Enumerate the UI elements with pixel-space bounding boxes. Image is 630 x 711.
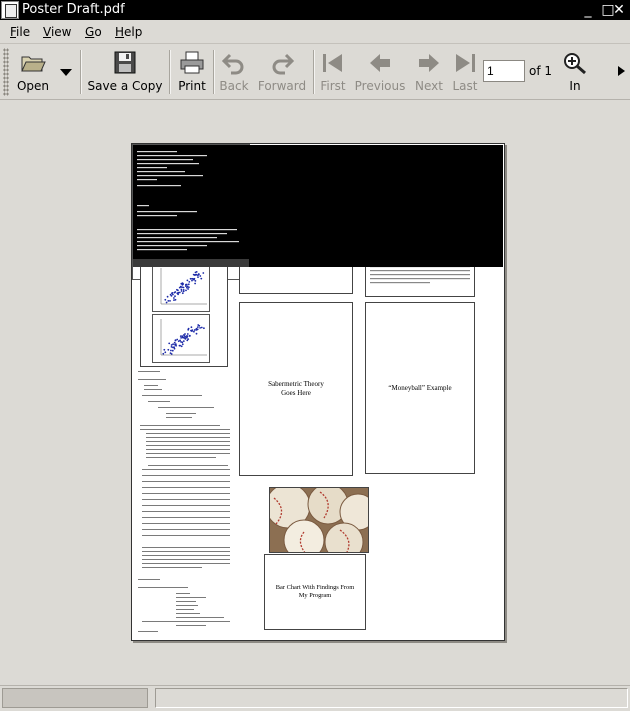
left-arrow-icon [367, 51, 393, 75]
toolbar-separator [213, 50, 215, 94]
toolbar-separator [313, 50, 315, 94]
scatter-dot [200, 278, 202, 280]
toolbar-drag-handle[interactable] [3, 48, 9, 96]
scatter-dot [166, 302, 168, 304]
scatter-dot [198, 273, 200, 275]
first-page-button[interactable] [316, 44, 350, 100]
save-copy-label: Save a Copy [87, 79, 163, 93]
scatter-dot [180, 335, 182, 337]
folder-open-icon [20, 51, 46, 75]
scatter-dot [176, 339, 178, 341]
scatter-dot [170, 352, 172, 354]
right-arrow-icon [416, 51, 442, 75]
scatter-dot [187, 286, 189, 288]
status-bar [0, 685, 630, 711]
window-titlebar [0, 0, 630, 20]
scatter-dot [173, 299, 175, 301]
scatter-dot [176, 289, 178, 291]
scatter-dot [162, 353, 164, 355]
theory-line-2: Goes Here [281, 389, 311, 397]
scatter-dot [197, 326, 199, 328]
open-label: Open [16, 79, 50, 93]
scatter-dot [181, 289, 183, 291]
scatter-dot [179, 340, 181, 342]
minimize-button[interactable]: _ [584, 2, 592, 18]
scatter-dot [194, 274, 196, 276]
scatter-dot [186, 340, 188, 342]
scatter-dot [191, 280, 193, 282]
scatter-dot [167, 300, 169, 302]
scatter-dot [173, 346, 175, 348]
zoom-in-label: In [569, 79, 581, 93]
scatter-dot [194, 283, 196, 285]
scatter-dot [182, 337, 184, 339]
print-button[interactable] [174, 44, 210, 100]
scatter-dot [167, 349, 169, 351]
bar-chart-findings-panel [264, 554, 366, 630]
scatter-dot [185, 336, 187, 338]
scatter-dot [172, 350, 174, 352]
scatter-dot [199, 327, 201, 329]
scatter-dot [173, 297, 175, 299]
scatter-dot [196, 333, 198, 335]
scatter-dot [176, 292, 178, 294]
close-button[interactable]: ✕ [613, 2, 625, 18]
pdf-document-icon[interactable] [1, 1, 19, 19]
scatter-plot-image [152, 263, 210, 312]
scatter-dot [171, 344, 173, 346]
scatter-dot [197, 324, 199, 326]
scatter-dot [199, 275, 201, 277]
open-button[interactable] [10, 44, 56, 100]
scatter-dot [190, 278, 192, 280]
scatter-dot [175, 343, 177, 345]
scatter-dot [182, 343, 184, 345]
scatter-dot [163, 349, 165, 351]
scatter-dot [185, 285, 187, 287]
last-label: Last [452, 79, 478, 93]
scatter-dot [188, 281, 190, 283]
first-label: First [320, 79, 346, 93]
scatter-dot [175, 299, 177, 301]
scatter-dot [168, 343, 170, 345]
scatter-dot [191, 326, 193, 328]
window-title: Poster Draft.pdf [22, 2, 125, 17]
sabermetric-theory-panel [239, 302, 353, 476]
scatter-dot [184, 333, 186, 335]
moneyball-example-panel [365, 302, 475, 474]
scatter-dot [193, 331, 195, 333]
scatter-dot [182, 292, 184, 294]
first-page-icon [320, 51, 346, 75]
undo-arrow-icon [221, 51, 247, 75]
scatter-dot [187, 333, 189, 335]
next-page-button[interactable] [412, 44, 446, 100]
terminal-screen [133, 145, 503, 267]
scatter-dot [181, 345, 183, 347]
progress-indicator [2, 688, 148, 708]
page-number-input[interactable] [483, 60, 525, 82]
scatter-dot [193, 274, 195, 276]
scatter-dot [179, 287, 181, 289]
print-label: Print [178, 79, 206, 93]
scatter-dot [172, 294, 174, 296]
bar-chart-line-1: Bar Chart With Findings From [275, 584, 355, 591]
scatter-dot [174, 292, 176, 294]
scatter-dot [183, 291, 185, 293]
source-code-listing [138, 369, 234, 639]
scatter-dot [183, 287, 185, 289]
chevron-down-icon[interactable] [58, 64, 74, 80]
toolbar-separator [169, 50, 171, 94]
last-page-icon [452, 51, 478, 75]
scatter-dot [164, 351, 166, 353]
scatter-dot [187, 280, 189, 282]
scatter-dot [188, 328, 190, 330]
scatter-dot [169, 300, 171, 302]
scatter-dot [174, 295, 176, 297]
scatter-dot [197, 276, 199, 278]
page-count: of 1 [529, 64, 553, 78]
maximize-button[interactable]: □ [601, 2, 615, 18]
scatter-dot [195, 272, 197, 274]
back-button[interactable] [216, 44, 252, 100]
scatter-dot [201, 327, 203, 329]
scatter-dot [188, 283, 190, 285]
scatter-dot [185, 290, 187, 292]
redo-arrow-icon [269, 51, 295, 75]
scatter-dot [171, 295, 173, 297]
toolbar-separator [80, 50, 82, 94]
scatter-dot [182, 283, 184, 285]
menu-go[interactable]: Go [85, 25, 102, 39]
zoom-in-button[interactable] [558, 44, 592, 100]
floppy-disk-icon [112, 51, 138, 75]
scatter-dot [175, 345, 177, 347]
theory-line-1: Sabermetric Theory [268, 380, 324, 388]
scatter-dot [191, 329, 193, 331]
pdf-page [131, 143, 505, 641]
baseballs-photo [269, 487, 369, 553]
terminal-screenshot [132, 144, 250, 280]
scatter-dot [164, 299, 166, 301]
scatter-dot [196, 328, 198, 330]
scatter-dot [179, 345, 181, 347]
menu-help[interactable]: Help [115, 25, 143, 39]
scatter-plot-image [152, 314, 210, 363]
forward-button[interactable] [256, 44, 308, 100]
status-message [155, 688, 628, 708]
scatter-dot [180, 341, 182, 343]
forward-label: Forward [257, 79, 307, 93]
next-label: Next [415, 79, 443, 93]
bar-chart-line-2: My Program [298, 592, 332, 599]
scatter-dot [183, 340, 185, 342]
document-viewport[interactable] [0, 101, 630, 685]
scatter-dot [187, 335, 189, 337]
moneyball-label: “Moneyball” Example [388, 383, 452, 392]
menu-view[interactable]: View [43, 25, 72, 39]
previous-page-button[interactable] [352, 44, 408, 100]
scatter-dot [194, 329, 196, 331]
menu-file[interactable]: File [10, 25, 31, 39]
scatter-dot [171, 346, 173, 348]
scatter-dot [180, 337, 182, 339]
scatter-dot [185, 338, 187, 340]
scatter-dot [193, 279, 195, 281]
last-page-button[interactable] [448, 44, 482, 100]
scatter-dot [174, 342, 176, 344]
magnifier-plus-icon [562, 51, 588, 75]
scatter-dot [202, 272, 204, 274]
scatter-dot [170, 350, 172, 352]
scatter-dot [186, 284, 188, 286]
previous-label: Previous [354, 79, 406, 93]
scatter-dot [195, 280, 197, 282]
toolbar-overflow-arrow-icon[interactable] [615, 64, 627, 78]
scatter-dot [189, 335, 191, 337]
scatter-dot [175, 339, 177, 341]
save-copy-button[interactable] [86, 44, 164, 100]
menu-bar [0, 20, 630, 44]
scatter-dot [203, 327, 205, 329]
printer-icon [179, 51, 205, 75]
scatter-dot [179, 292, 181, 294]
back-label: Back [219, 79, 249, 93]
scatter-dot [167, 296, 169, 298]
